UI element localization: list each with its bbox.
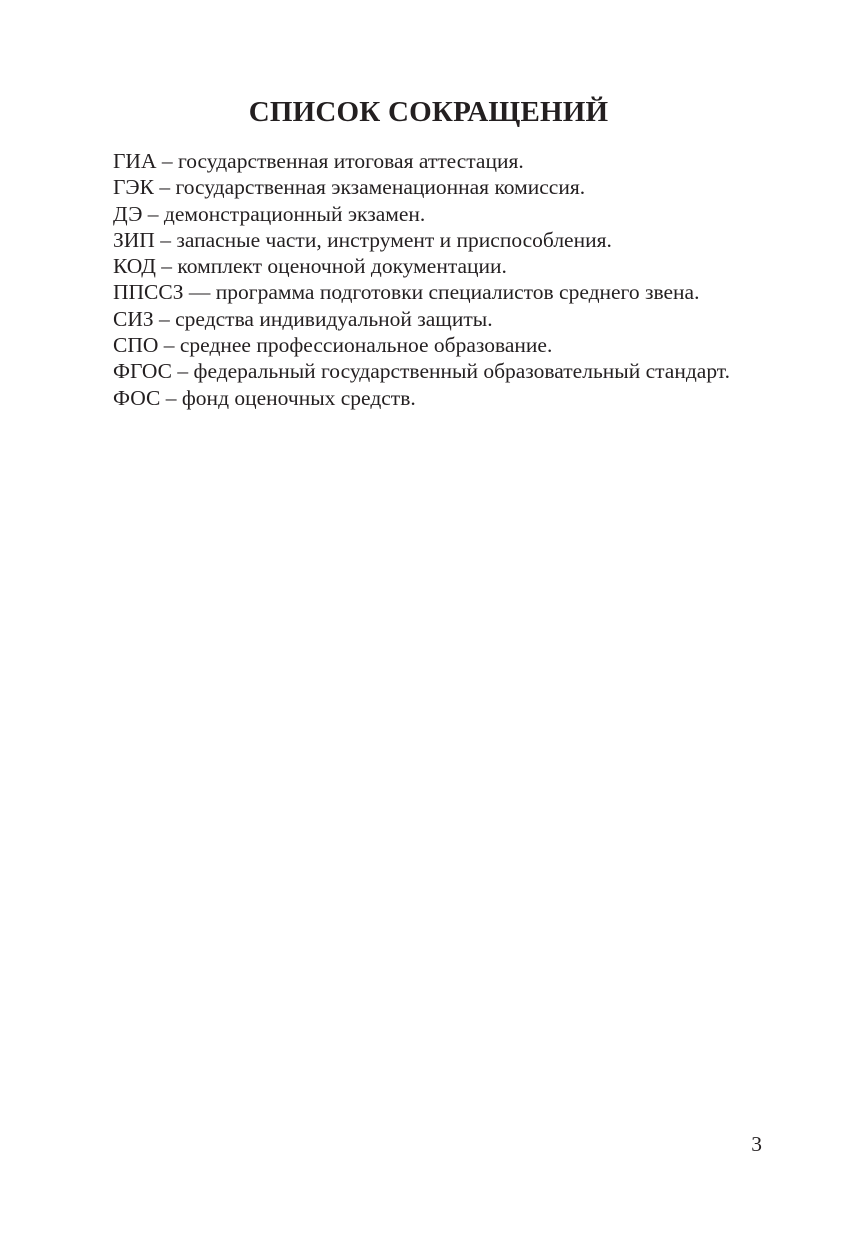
page-title: СПИСОК СОКРАЩЕНИЙ bbox=[248, 96, 609, 128]
abbreviation-item-de: ДЭ – демонстрационный экзамен. bbox=[113, 201, 426, 226]
abbreviation-item-gia: ГИА – государственная итоговая аттестация. bbox=[113, 149, 524, 173]
abbreviation-item-zip: ЗИП – запасные части, инструмент и приспособления. bbox=[113, 227, 612, 252]
abbreviation-item-spo: СПО – среднее профессиональное образование. bbox=[113, 333, 553, 358]
abbreviation-list bbox=[83, 148, 761, 411]
abbreviation-item-gek: ГЭК – государственная экзаменационная комиссия. bbox=[113, 175, 586, 200]
abbreviation-item-kod: КОД – комплект оценочной документации. bbox=[113, 254, 507, 279]
abbreviation-item-fos: ФОС – фонд оценочных средств. bbox=[113, 385, 416, 410]
page-number: 3 bbox=[751, 1132, 762, 1156]
abbreviation-item-ppssz: ППССЗ — программа подготовки специалистов среднего звена. bbox=[113, 280, 700, 305]
abbreviation-item-siz: СИЗ – средства индивидуальной защиты. bbox=[113, 306, 493, 331]
abbreviation-item-fgos: ФГОС – федеральный государственный образовательный стандарт. bbox=[113, 359, 730, 384]
